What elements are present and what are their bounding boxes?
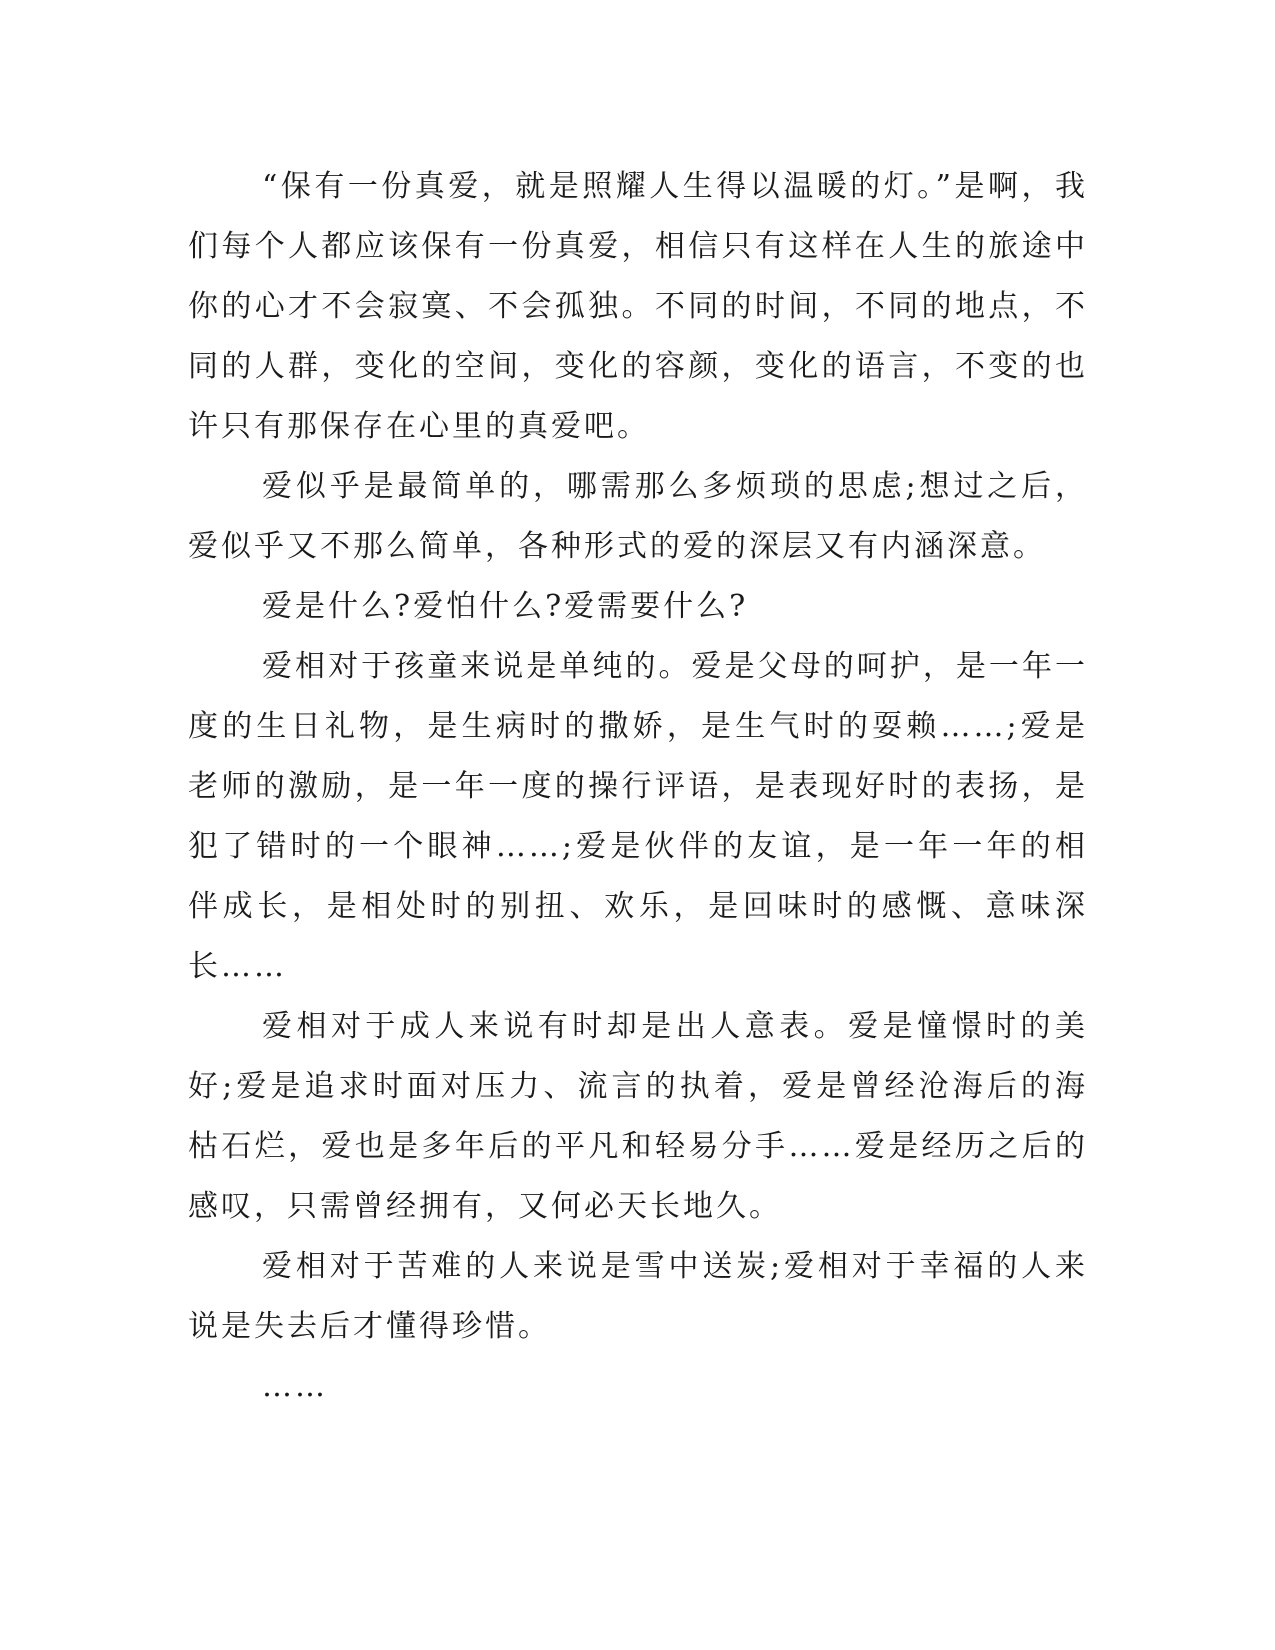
paragraph-love-hardship: 爱相对于苦难的人来说是雪中送炭;爱相对于幸福的人来说是失去后才懂得珍惜。 bbox=[188, 1249, 1088, 1344]
paragraph-true-love: “保有一份真爱，就是照耀人生得以温暖的灯。”是啊，我们每个人都应该保有一份真爱，相信只有这样在人生的旅途中你的心才不会寂寞、不会孤独。不同的时间，不同的地点，不同的人群，变化的空间，变化的容颜，变化的语言，不变的也许只有那保存在心里的真爱吧。 bbox=[188, 169, 1088, 444]
paragraph-love-adults: 爱相对于成人来说有时却是出人意表。爱是憧憬时的美好;爱是追求时面对压力、流言的执着，爱是曾经沧海后的海枯石烂，爱也是多年后的平凡和轻易分手……爱是经历之后的感叹，只需曾经拥有，又何必天长地久。 bbox=[188, 1009, 1088, 1224]
paragraph-love-simple: 爱似乎是最简单的，哪需那么多烦琐的思虑;想过之后，爱似乎又不那么简单，各种形式的爱的深层又有内涵深意。 bbox=[188, 469, 1088, 564]
paragraph-ellipsis: …… bbox=[262, 1369, 328, 1404]
paragraph-love-questions: 爱是什么?爱怕什么?爱需要什么? bbox=[262, 589, 749, 624]
document-body bbox=[188, 157, 1088, 1417]
paragraph-love-children: 爱相对于孩童来说是单纯的。爱是父母的呵护，是一年一度的生日礼物，是生病时的撒娇，是生气时的耍赖……;爱是老师的激励，是一年一度的操行评语，是表现好时的表扬，是犯了错时的一个眼神……;爱是伙伴的友谊，是一年一年的相伴成长，是相处时的别扭、欢乐，是回味时的感慨、意味深长…… bbox=[188, 649, 1088, 984]
